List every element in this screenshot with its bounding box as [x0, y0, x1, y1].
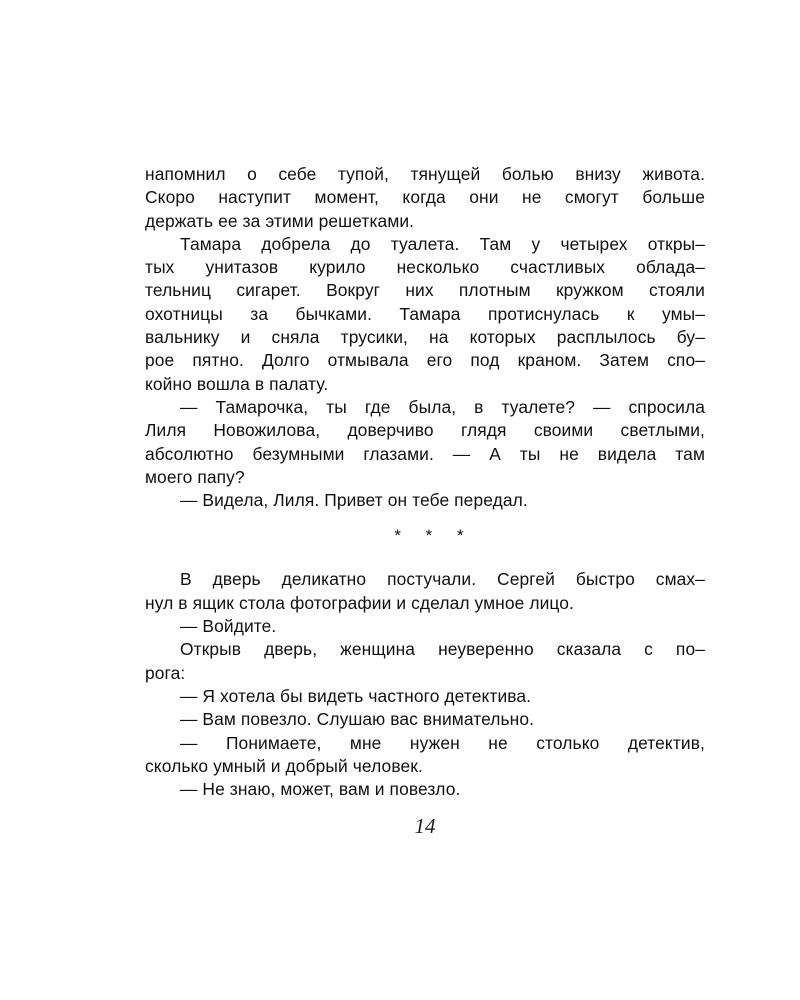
text-line: моего папу? [145, 466, 245, 487]
text-line: — Видела, Лиля. Привет он тебе передал. [180, 490, 528, 511]
text-line: В дверь деликатно постучали. Сергей быстро смах– [180, 569, 705, 590]
text-line: — Понимаете, мне нужен не столько детектив, [180, 732, 705, 753]
text-line: Лиля Новожилова, доверчиво глядя своими светлыми, [145, 420, 705, 441]
text-line: вальнику и сняла трусики, на которых расплылось бу– [145, 327, 705, 348]
text-line: держать ее за этими решетками. [145, 210, 415, 231]
text-line: абсолютно безумными глазами. — А ты не видела там [145, 443, 705, 464]
book-page-text [145, 163, 705, 801]
text-line: Скоро наступит момент, когда они не смогут больше [145, 187, 705, 208]
text-line: — Войдите. [180, 616, 277, 637]
section-2 [145, 568, 705, 801]
text-line: напомнил о себе тупой, тянущей болью внизу живота. [145, 164, 705, 184]
text-line: рога: [145, 662, 186, 683]
text-line: тых унитазов курило несколько счастливых облада– [145, 257, 705, 278]
text-line: койно вошла в палату. [145, 373, 329, 394]
text-line: тельниц сигарет. Вокруг них плотным кружком стояли [145, 280, 705, 301]
section-divider: * * * [394, 526, 474, 546]
text-line: сколько умный и добрый человек. [145, 755, 423, 776]
text-line: — Я хотела бы видеть частного детектива. [180, 685, 532, 706]
section-1 [145, 163, 705, 512]
text-line: Тамара добрела до туалета. Там у четырех откры– [180, 233, 705, 254]
text-line: Открыв дверь, женщина неуверенно сказала с по– [180, 639, 705, 660]
text-line: — Тамарочка, ты где была, в туалете? — спросила [180, 396, 705, 417]
text-line: нул в ящик стола фотографии и сделал умное лицо. [145, 592, 574, 613]
text-line: рое пятно. Долго отмывала его под краном. Затем спо– [145, 350, 705, 371]
text-line: — Не знаю, может, вам и повезло. [180, 779, 461, 800]
page-number: 14 [414, 814, 436, 838]
text-line: — Вам повезло. Слушаю вас внимательно. [180, 709, 535, 730]
text-line: охотницы за бычками. Тамара протиснулась к умы– [145, 303, 705, 324]
